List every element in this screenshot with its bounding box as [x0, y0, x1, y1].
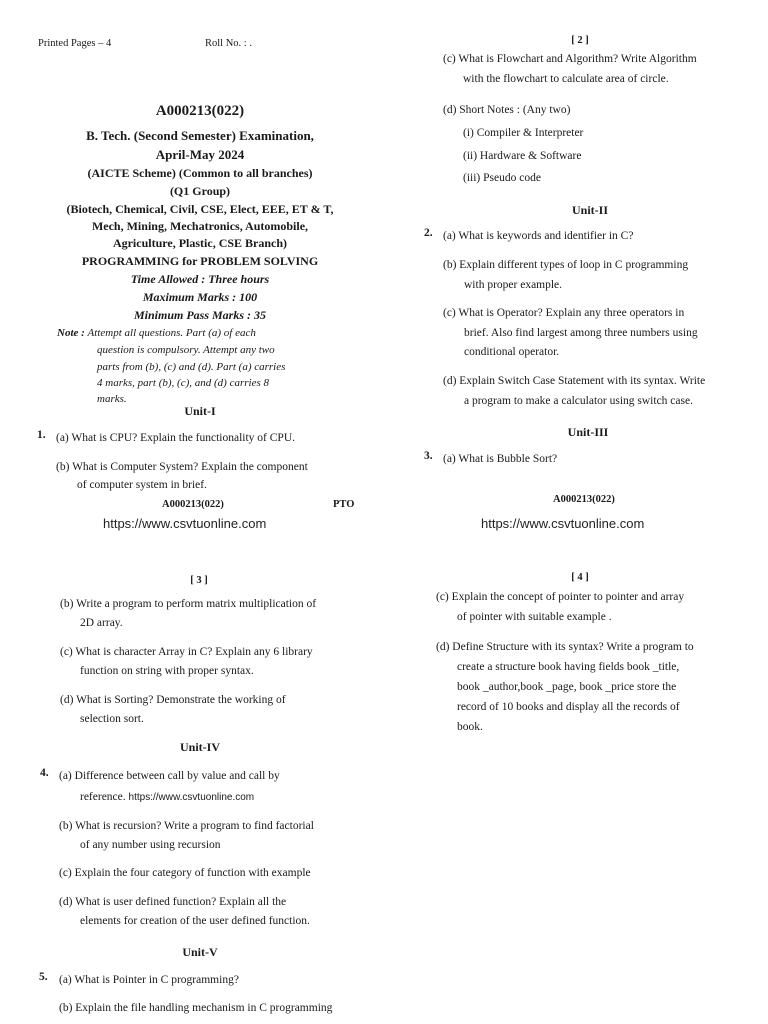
q1a: (a) What is CPU? Explain the functionality of CPU. [56, 432, 296, 444]
page3-number: [ 3 ] [190, 575, 208, 586]
page2-footer-code: A000213(022) [553, 494, 615, 505]
q2c-line-3: conditional operator. [464, 346, 560, 358]
q2d-line-2: a program to make a calculator using switch case. [464, 395, 693, 407]
q1d-iii: (iii) Pseudo code [463, 172, 541, 184]
q5-number: 5. [39, 971, 48, 983]
branches-line-1: (Biotech, Chemical, Civil, CSE, Elect, EEE, ET & T, [66, 202, 334, 216]
q3-number: 3. [424, 450, 433, 462]
page2-number: [ 2 ] [571, 35, 589, 46]
branches-line-2: Mech, Mining, Mechatronics, Automobile, [91, 219, 309, 233]
q1d: (d) Short Notes : (Any two) [443, 104, 571, 116]
q1b-line-1: (b) What is Computer System? Explain the component [56, 461, 308, 473]
note-line-2: question is compulsory. Attempt any two [97, 344, 275, 356]
q1c-line-2: with the flowchart to calculate area of circle. [463, 73, 669, 85]
q1d-ii: (ii) Hardware & Software [463, 150, 582, 162]
page1-footer-pto: PTO [333, 499, 355, 510]
note-line-3: parts from (b), (c) and (d). Part (a) carries [97, 361, 286, 373]
q5b: (b) Explain the file handling mechanism in C programming [59, 1002, 333, 1014]
max-marks: Maximum Marks : 100 [142, 290, 258, 304]
q3b-line-1: (b) Write a program to perform matrix multiplication of [60, 598, 317, 610]
q4a-line-1: (a) Difference between call by value and call by [59, 770, 280, 782]
q2b-line-1: (b) Explain different types of loop in C programming [443, 259, 689, 271]
q5c-line-2: of pointer with suitable example . [457, 611, 612, 623]
q5c-line-1: (c) Explain the concept of pointer to pointer and array [436, 591, 685, 603]
q2c-line-2: brief. Also find largest among three numbers using [464, 327, 698, 339]
q1b-line-2: of computer system in brief. [77, 479, 207, 491]
unit-1-heading: Unit-I [184, 404, 216, 418]
roll-no: Roll No. : . [205, 38, 252, 49]
note-line-4: 4 marks, part (b), (c), and (d) carries 8 [97, 377, 269, 389]
note-line-5: marks. [97, 393, 127, 405]
q3d-line-2: selection sort. [80, 713, 144, 725]
paper-code: A000213(022) [155, 103, 245, 119]
q5d-line-4: record of 10 books and display all the records of [457, 701, 680, 713]
page2-url: https://www.csvtuonline.com [481, 516, 645, 531]
printed-pages: Printed Pages – 4 [38, 38, 112, 49]
q3c-line-1: (c) What is character Array in C? Explain any 6 library [60, 646, 313, 658]
q2c-line-1: (c) What is Operator? Explain any three operators in [443, 307, 685, 319]
q4a-inline-url: https://www.csvtuonline.com [128, 792, 255, 803]
unit-3-heading: Unit-III [567, 425, 609, 439]
q4d-line-1: (d) What is user defined function? Explain all the [59, 896, 287, 908]
q2a: (a) What is keywords and identifier in C? [443, 230, 634, 242]
q5d-line-3: book _author,book _page, book _price store the [457, 681, 677, 693]
q4a-line-2-block [80, 787, 254, 808]
note-line-1: Attempt all questions. Part (a) of each [87, 327, 256, 339]
page1-url: https://www.csvtuonline.com [103, 516, 267, 531]
q5d-line-2: create a structure book having fields book _title, [457, 661, 680, 673]
q5a: (a) What is Pointer in C programming? [59, 974, 239, 986]
q4b-line-2: of any number using recursion [80, 839, 221, 851]
q5d-line-1: (d) Define Structure with its syntax? Write a program to [436, 641, 694, 653]
q4d-line-2: elements for creation of the user defined function. [80, 915, 310, 927]
unit-4-heading: Unit-IV [179, 740, 220, 754]
q2d-line-1: (d) Explain Switch Case Statement with its syntax. Write [443, 375, 706, 387]
q5d-line-5: book. [457, 721, 483, 733]
subject-title: PROGRAMMING for PROBLEM SOLVING [81, 254, 319, 268]
note-block [57, 325, 256, 342]
time-allowed: Time Allowed : Three hours [130, 272, 270, 286]
note-label: Note : [57, 327, 85, 339]
q3d-line-1: (d) What is Sorting? Demonstrate the working of [60, 694, 286, 706]
q1-number: 1. [37, 429, 46, 441]
q3b-line-2: 2D array. [80, 617, 123, 629]
q3a: (a) What is Bubble Sort? [443, 453, 558, 465]
exam-group: (Q1 Group) [169, 184, 231, 198]
q1c-line-1: (c) What is Flowchart and Algorithm? Write Algorithm [443, 53, 697, 65]
q1d-i: (i) Compiler & Interpreter [463, 127, 584, 139]
page1-footer-code: A000213(022) [162, 499, 224, 510]
q2b-line-2: with proper example. [464, 279, 563, 291]
min-marks: Minimum Pass Marks : 35 [133, 308, 267, 322]
q4b-line-1: (b) What is recursion? Write a program to find factorial [59, 820, 314, 832]
page4-number: [ 4 ] [571, 572, 589, 583]
exam-title: B. Tech. (Second Semester) Examination, [86, 128, 314, 143]
unit-5-heading: Unit-V [182, 945, 218, 959]
unit-2-heading: Unit-II [571, 203, 608, 217]
q4a-line-2: reference. [80, 791, 126, 803]
q4c: (c) Explain the four category of function with example [59, 867, 311, 879]
q3c-line-2: function on string with proper syntax. [80, 665, 254, 677]
q4-number: 4. [40, 767, 49, 779]
branches-line-3: Agriculture, Plastic, CSE Branch) [112, 236, 288, 250]
exam-session: April-May 2024 [155, 147, 245, 162]
q2-number: 2. [424, 227, 433, 239]
exam-scheme: (AICTE Scheme) (Common to all branches) [87, 166, 313, 180]
